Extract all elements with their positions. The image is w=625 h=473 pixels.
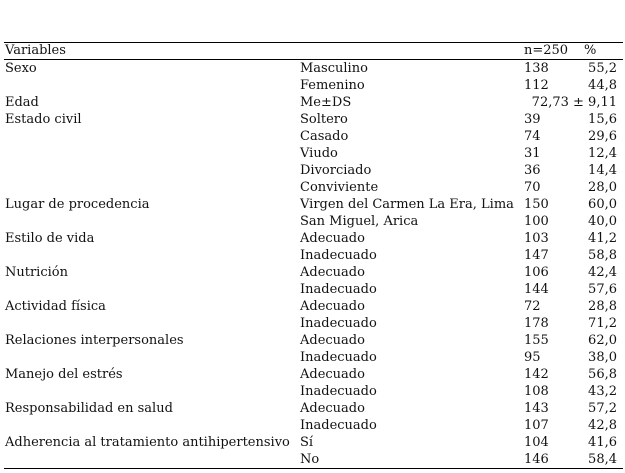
row-percent: 60,0 [588,197,617,212]
table-row [4,281,623,298]
row-percent: 42,4 [588,265,617,280]
row-percent: 15,6 [588,112,617,127]
row-variable: Adherencia al tratamiento antihipertensivo [5,435,290,450]
row-variable: Edad [5,95,39,110]
row-count: 142 [524,367,549,382]
table-row [4,366,623,383]
row-percent: 58,8 [588,248,617,263]
header-variables: Variables [5,43,66,58]
row-category: Adecuado [300,299,365,314]
table-row [4,179,623,196]
table-bottom-rule [4,468,623,469]
row-count: 100 [524,214,549,229]
row-category: Divorciado [300,163,372,178]
row-percent: 14,4 [588,163,617,178]
row-category: Adecuado [300,367,365,382]
row-percent: 41,6 [588,435,617,450]
table-row [4,315,623,332]
row-percent: 71,2 [588,316,617,331]
row-percent: 41,2 [588,231,617,246]
table-header-row [4,42,623,59]
table-row [4,349,623,366]
row-category: Inadecuado [300,350,377,365]
row-variable: Nutrición [5,265,68,280]
row-percent: 38,0 [588,350,617,365]
row-percent: 43,2 [588,384,617,399]
row-count: 36 [524,163,541,178]
row-category: No [300,452,320,467]
row-count: 143 [524,401,549,416]
row-count: 107 [524,418,549,433]
header-percent: % [584,43,597,58]
table-row [4,60,623,77]
table-row [4,128,623,145]
row-variable: Estado civil [5,112,82,127]
table-row [4,400,623,417]
row-percent: 58,4 [588,452,617,467]
row-category: Masculino [300,61,368,76]
row-percent: 57,6 [588,282,617,297]
row-percent: 40,0 [588,214,617,229]
row-category: Viudo [300,146,338,161]
table-row [4,145,623,162]
table-row [4,298,623,315]
row-category: Virgen del Carmen La Era, Lima [300,197,514,212]
row-variable: Relaciones interpersonales [5,333,184,348]
table-row [4,451,623,468]
row-category: Inadecuado [300,418,377,433]
table-row [4,111,623,128]
table-row [4,247,623,264]
table-row [4,196,623,213]
row-category: Casado [300,129,349,144]
table-row [4,434,623,451]
row-category: Femenino [300,78,365,93]
row-category: Inadecuado [300,248,377,263]
row-variable: Manejo del estrés [5,367,123,382]
row-percent: 12,4 [588,146,617,161]
row-category: Conviviente [300,180,379,195]
row-count: 155 [524,333,549,348]
row-count: 104 [524,435,549,450]
row-count: 108 [524,384,549,399]
row-category: San Miguel, Arica [300,214,419,229]
row-category: Adecuado [300,265,365,280]
table-row [4,383,623,400]
header-n: n=250 [524,43,569,58]
row-percent: 42,8 [588,418,617,433]
row-category: Inadecuado [300,282,377,297]
row-category: Me±DS [300,95,352,110]
row-category: Adecuado [300,333,365,348]
table-row [4,332,623,349]
row-count: 146 [524,452,549,467]
row-category: Inadecuado [300,384,377,399]
table-row [4,77,623,94]
row-percent: 57,2 [588,401,617,416]
row-variable: Responsabilidad en salud [5,401,173,416]
table-row [4,94,623,111]
row-percent: 28,8 [588,299,617,314]
row-percent: 44,8 [588,78,617,93]
row-count: 103 [524,231,549,246]
table-row [4,230,623,247]
row-count: 150 [524,197,549,212]
table-row [4,417,623,434]
row-category: Sí [300,435,314,450]
row-count: 144 [524,282,549,297]
row-percent: 29,6 [588,129,617,144]
row-count: 106 [524,265,549,280]
row-count: 138 [524,61,549,76]
row-variable: Lugar de procedencia [5,197,150,212]
row-category: Adecuado [300,401,365,416]
row-variable: Actividad física [5,299,106,314]
row-variable: Sexo [5,61,37,76]
row-category: Soltero [300,112,348,127]
row-percent: 55,2 [588,61,617,76]
row-variable: Estilo de vida [5,231,95,246]
row-category: Inadecuado [300,316,377,331]
row-count: 95 [524,350,541,365]
row-mean-sd: 72,73 ± 9,11 [531,95,617,110]
row-count: 112 [524,78,549,93]
row-percent: 56,8 [588,367,617,382]
row-count: 178 [524,316,549,331]
row-count: 31 [524,146,541,161]
row-count: 39 [524,112,541,127]
table-row [4,162,623,179]
row-count: 70 [524,180,541,195]
row-count: 74 [524,129,541,144]
row-percent: 28,0 [588,180,617,195]
table-row [4,264,623,281]
row-percent: 62,0 [588,333,617,348]
row-count: 72 [524,299,541,314]
table-row [4,213,623,230]
row-category: Adecuado [300,231,365,246]
row-count: 147 [524,248,549,263]
